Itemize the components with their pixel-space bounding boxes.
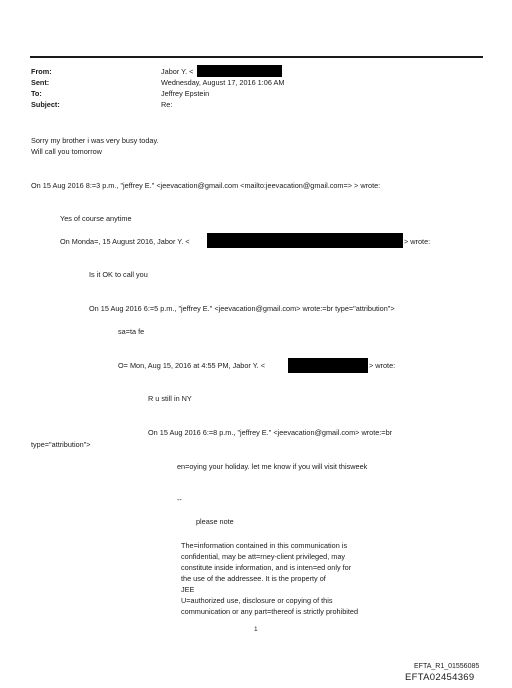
quote-reply: Yes of course anytime <box>60 214 132 223</box>
sent-label: Sent: <box>31 78 50 87</box>
disclaimer-line: the use of the addressee. It is the property of <box>181 574 326 583</box>
signature-dashes: -- <box>177 495 182 504</box>
quote-header: O= Mon, Aug 15, 2016 at 4:55 PM, Jabor Y. < <box>118 361 265 370</box>
disclaimer-line: The=information contained in this communication is <box>181 541 348 550</box>
quote-header: On 15 Aug 2016 6:=8 p.m., "jeffrey E." <jeevacation@gmail.com> wrote:=br <box>148 428 393 437</box>
quote-reply: sa=ta fe <box>118 327 145 336</box>
disclaimer-line: confidential, may be att=rney-client privileged, may <box>181 552 346 561</box>
header-rule <box>30 56 483 58</box>
body-line: Will call you tomorrow <box>31 147 102 156</box>
subject-value: Re: <box>161 100 173 109</box>
quote-header-suffix: > wrote: <box>404 237 431 246</box>
document-ref: EFTA_R1_01556085 <box>414 663 480 670</box>
redaction-box <box>288 358 368 373</box>
disclaimer-line: communication or any part=thereof is strictly prohibited <box>181 607 359 616</box>
quote-reply: R u still in NY <box>148 394 192 403</box>
redaction-box <box>207 233 403 248</box>
please-note: please note <box>196 517 234 526</box>
sent-value: Wednesday, August 17, 2016 1:06 AM <box>161 78 285 87</box>
disclaimer-line: constitute inside information, and is inten=ed only for <box>181 563 352 572</box>
subject-label: Subject: <box>31 100 60 109</box>
from-label: From: <box>31 67 52 76</box>
quote-header-suffix: > wrote: <box>369 361 396 370</box>
page-number: 1 <box>254 626 258 633</box>
redaction-box <box>197 65 282 77</box>
quote-header: On 15 Aug 2016 8:=3 p.m., "jeffrey E." <jeevacation@gmail.com <mailto:jeevacation@gmail.com=> > wrote: <box>31 181 381 190</box>
disclaimer-line: U=authorized use, disclosure or copying of this <box>181 596 333 605</box>
quote-header-continued: type="attribution"> <box>31 440 91 449</box>
from-value: Jabor Y. < <box>161 67 194 76</box>
quote-reply: Is it OK to call you <box>89 270 148 279</box>
quote-reply: en=oying your holiday. let me know if you will visit thisweek <box>177 462 368 471</box>
to-value: Jeffrey Epstein <box>161 89 210 98</box>
document-ref-main: EFTA02454369 <box>405 672 475 683</box>
body-line: Sorry my brother i was very busy today. <box>31 136 159 145</box>
to-label: To: <box>31 89 42 98</box>
disclaimer-line: JEE <box>181 585 195 594</box>
quote-header: On Monda=, 15 August 2016, Jabor Y. < <box>60 237 190 246</box>
quote-header: On 15 Aug 2016 6:=5 p.m., "jeffrey E." <jeevacation@gmail.com> wrote:=br type="attribution"> <box>89 304 395 313</box>
